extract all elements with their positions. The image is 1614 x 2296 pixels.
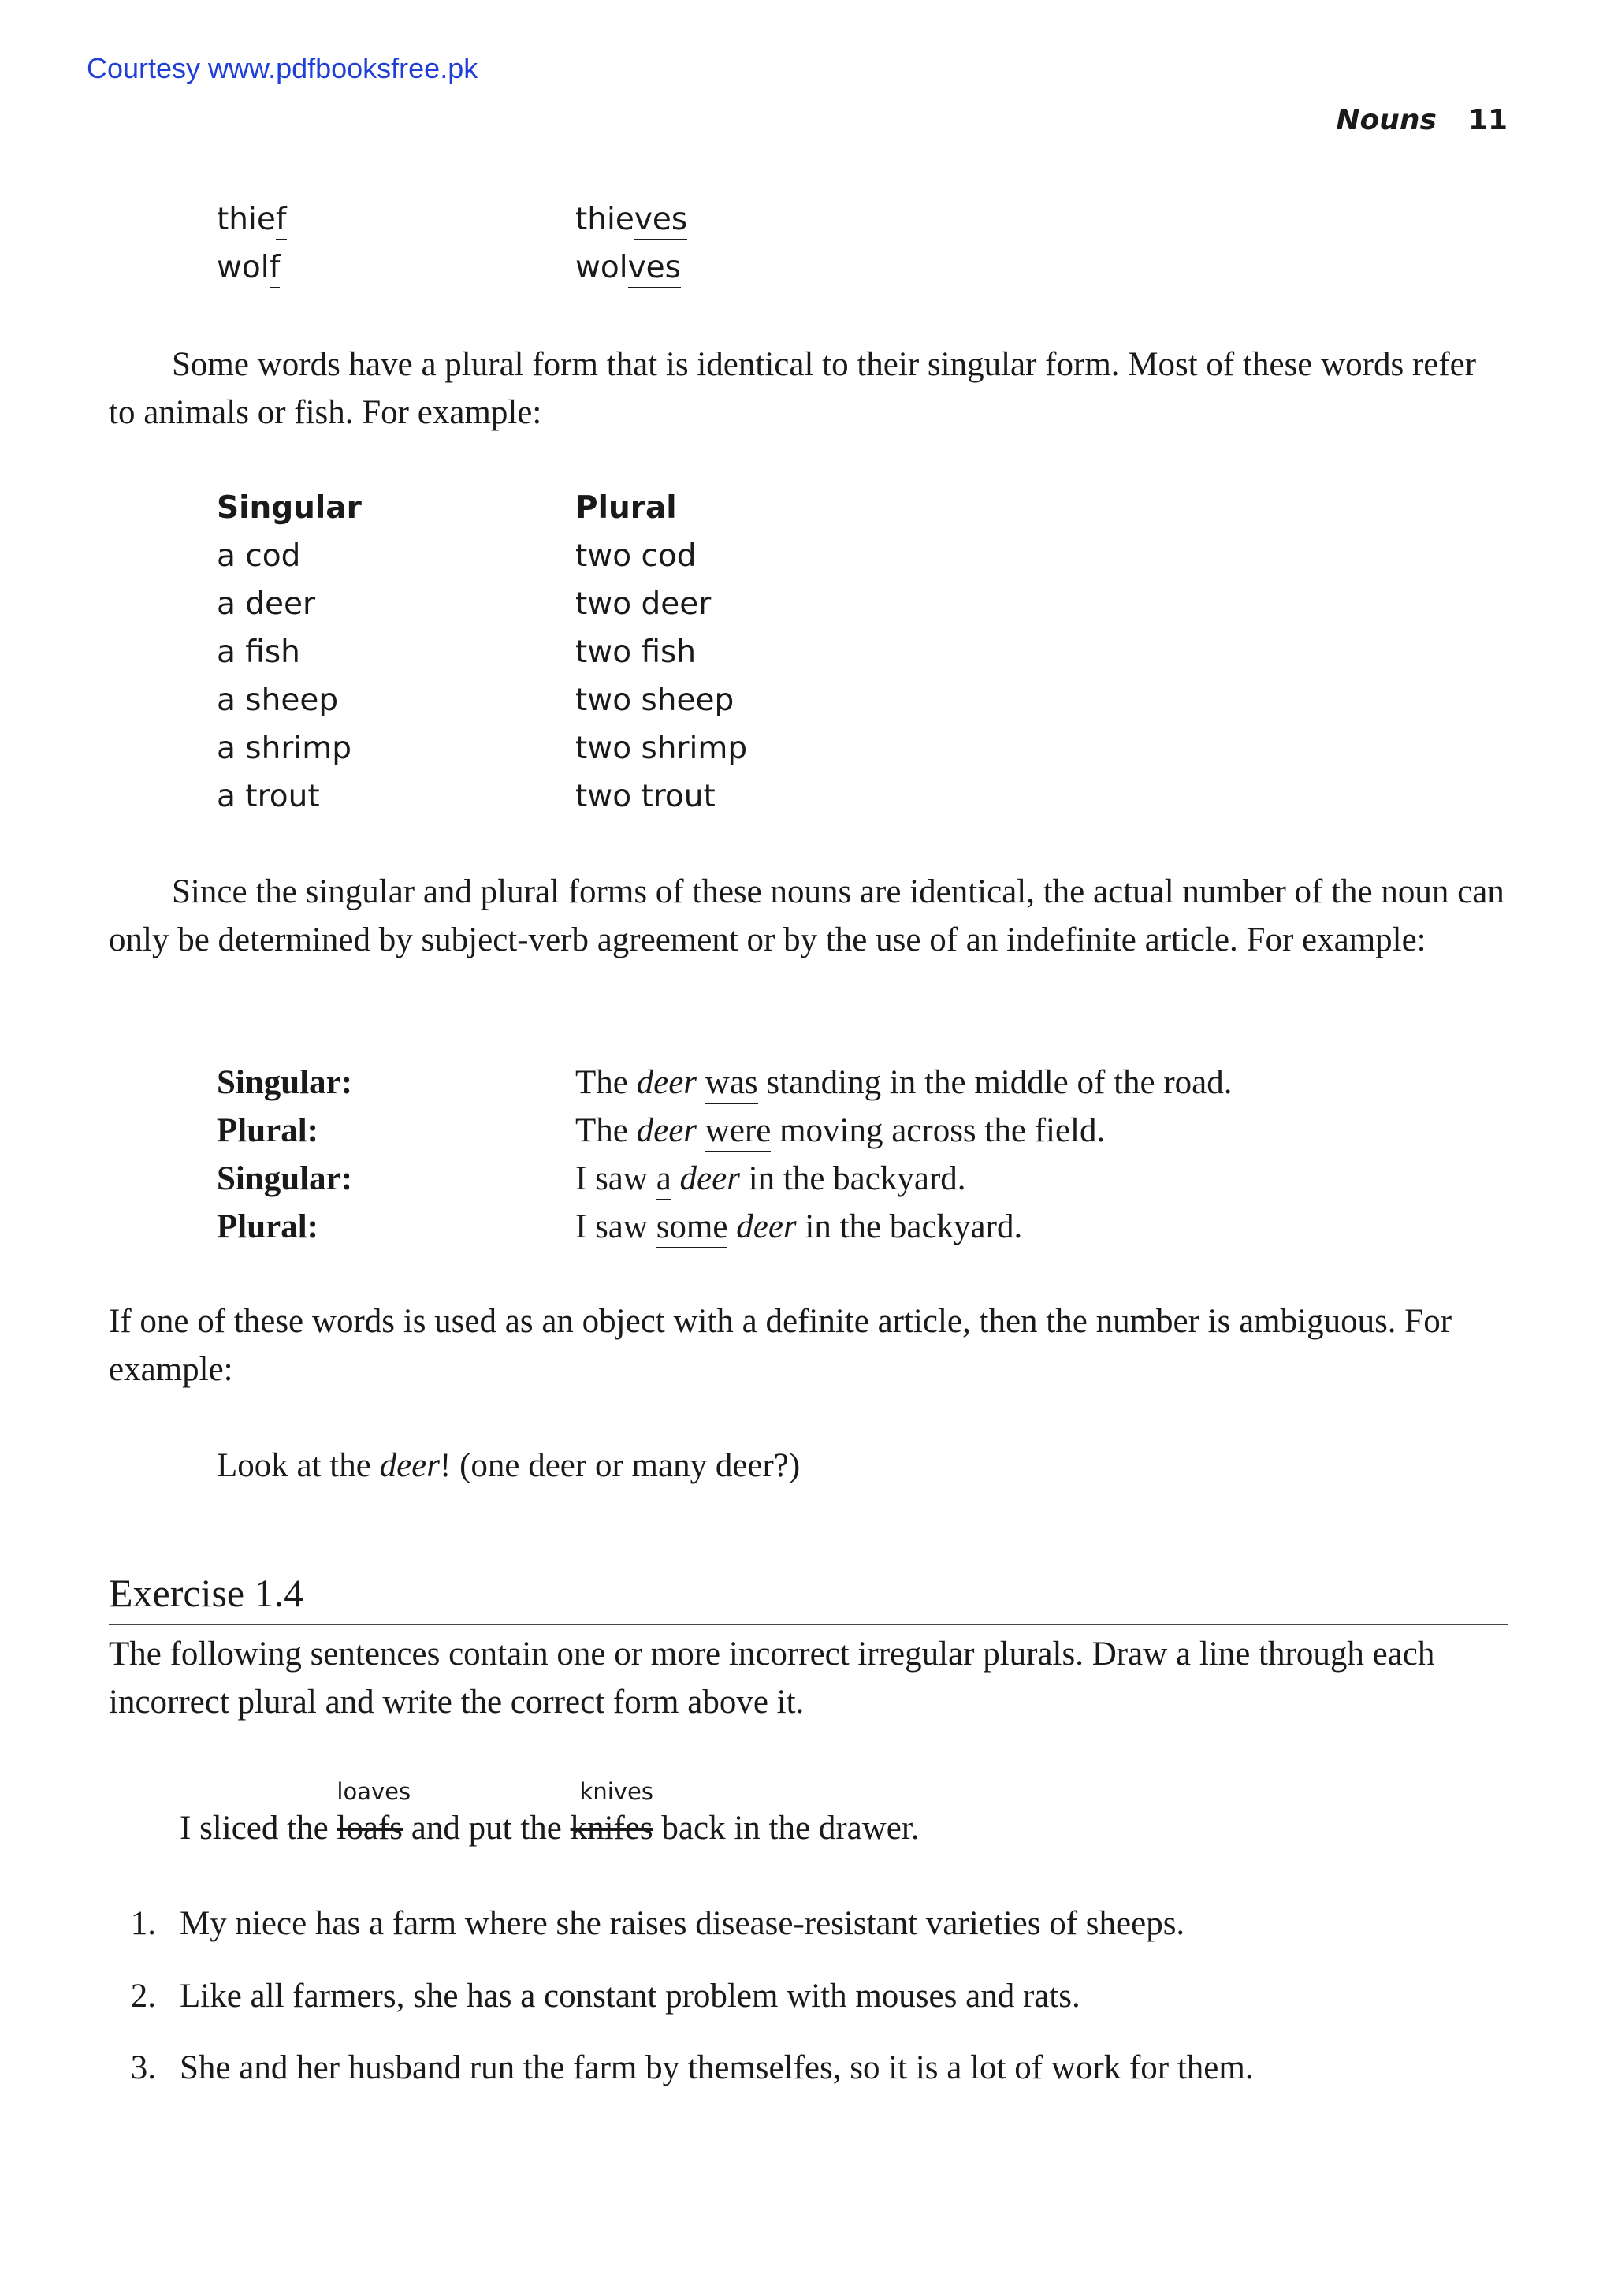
plural-stem: wol	[575, 250, 628, 285]
item-number: 1.	[130, 1905, 156, 1942]
plural-cell: two cod	[575, 538, 697, 574]
plural-cell: two trout	[575, 779, 716, 814]
plural-cell: two shrimp	[575, 731, 748, 766]
paragraph-ambiguous	[109, 1297, 1508, 1394]
incorrect-plural: knifes	[570, 1810, 653, 1847]
singular-stem: thie	[217, 202, 276, 237]
exercise-item	[109, 1972, 1080, 2027]
singular-cell: a trout	[217, 779, 320, 814]
courtesy-link[interactable]: Courtesy www.pdfbooksfree.pk	[87, 52, 478, 84]
plural-cell: two deer	[575, 586, 712, 622]
plural-ending: ves	[628, 250, 681, 288]
singular-cell: a deer	[217, 586, 316, 622]
item-number: 2.	[130, 1978, 156, 2015]
corrected-word	[337, 1778, 411, 1852]
running-head	[1336, 104, 1508, 136]
example-sentence: I saw some deer in the backyard.	[575, 1203, 1022, 1251]
example-label: Singular:	[217, 1160, 353, 1197]
plural-cell: two sheep	[575, 683, 734, 718]
correction-label: loaves	[337, 1778, 411, 1805]
exercise-title: Exercise 1.4	[109, 1571, 304, 1615]
look-example: Look at the deer! (one deer or many deer?)	[217, 1447, 801, 1484]
exercise-rule	[109, 1624, 1508, 1625]
incorrect-plural: loafs	[337, 1810, 403, 1847]
example-sentence: The deer were moving across the field.	[575, 1107, 1105, 1155]
paragraph-identical-forms	[109, 340, 1508, 437]
paragraph-text: Since the singular and plural forms of these nouns are identical, the actual number of the noun can only be determined by subject-verb agreement or by the use of an indefinite article. For example:	[109, 873, 1504, 958]
exercise-item	[109, 1900, 1184, 1955]
paragraph-text: If one of these words is used as an object with a definite article, then the number is ambiguous. For example:	[109, 1303, 1452, 1388]
corrected-word	[570, 1778, 653, 1852]
item-text: Like all farmers, she has a constant problem with mouses and rats.	[180, 1978, 1080, 2015]
example-label: Singular:	[217, 1064, 353, 1101]
singular-cell: a fish	[217, 634, 300, 670]
section-title: Nouns	[1336, 104, 1437, 136]
plural-ending: ves	[634, 202, 687, 240]
singular-ending: f	[276, 202, 287, 240]
paragraph-text: Some words have a plural form that is identical to their singular form. Most of these words refer to animals or fish. For example:	[109, 346, 1477, 431]
example-sentence: I saw a deer in the backyard.	[575, 1155, 966, 1203]
item-text: She and her husband run the farm by themselfes, so it is a lot of work for them.	[180, 2049, 1254, 2086]
correction-label: knives	[579, 1778, 653, 1805]
singular-cell: a cod	[217, 538, 301, 574]
singular-stem: wol	[217, 250, 270, 285]
singular-cell: a sheep	[217, 683, 339, 718]
item-text: My niece has a farm where she raises disease-resistant varieties of sheeps.	[180, 1905, 1185, 1942]
singular-ending: f	[270, 250, 281, 288]
example-sentence: The deer was standing in the middle of the road.	[575, 1059, 1233, 1107]
paragraph-since	[109, 868, 1508, 964]
instructions-text: The following sentences contain one or more incorrect irregular plurals. Draw a line through each incorrect plural and write the correct form above it.	[109, 1635, 1435, 1721]
page-number: 11	[1467, 104, 1508, 136]
example-label: Plural:	[217, 1112, 318, 1149]
example-label: Plural:	[217, 1208, 318, 1245]
plural-cell: two fish	[575, 634, 697, 670]
singular-cell: a shrimp	[217, 731, 351, 766]
column-header-singular: Singular	[217, 490, 362, 526]
exercise-item	[109, 2044, 1254, 2099]
plural-stem: thie	[575, 202, 634, 237]
exercise-instructions	[109, 1630, 1508, 1726]
item-number: 3.	[130, 2049, 156, 2086]
model-sentence: I sliced the loafs loaves and put the knifes knives back in the drawer.	[180, 1804, 920, 1852]
column-header-plural: Plural	[575, 490, 677, 526]
